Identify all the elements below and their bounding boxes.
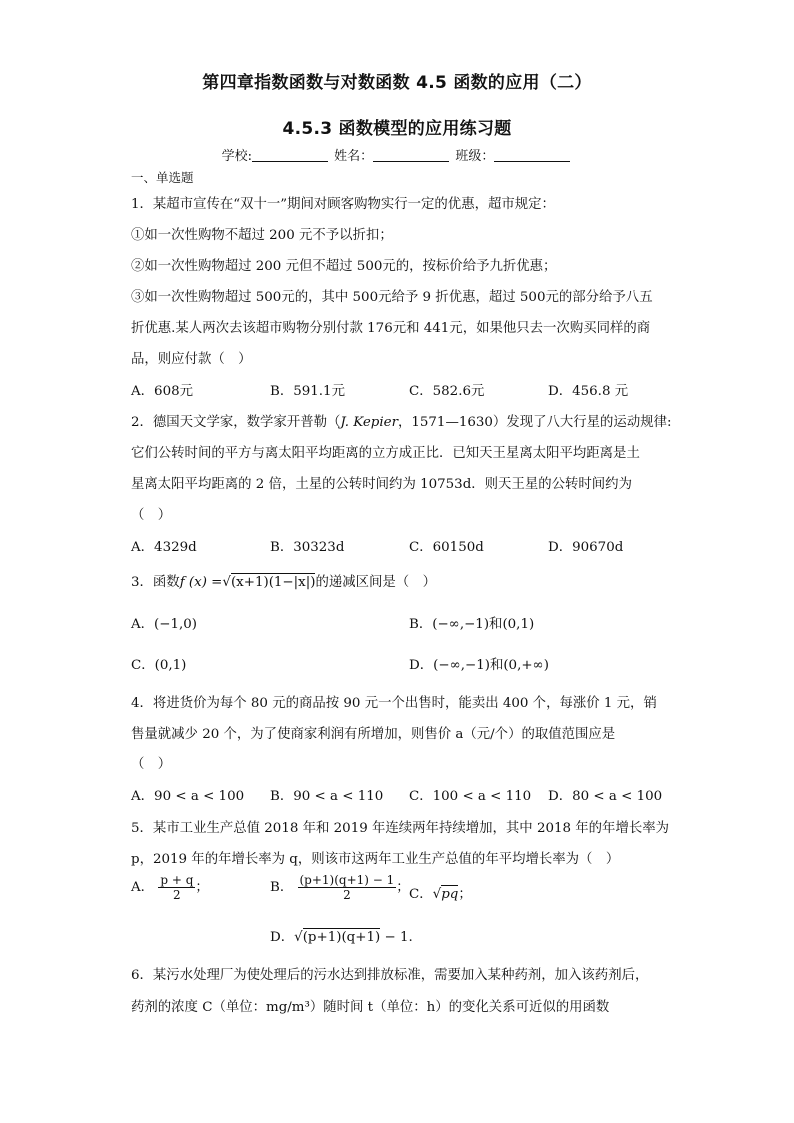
q6-line1: 6．某污水处理厂为使处理后的污水达到排放标准，需要加入某种药剂，加入该药剂后， — [131, 968, 649, 983]
q6-line2: 药剂的浓度 C（单位：mg/m³）随时间 t（单位：h）的变化关系可近似的用函数 — [131, 1000, 610, 1015]
class-blank[interactable] — [494, 149, 570, 162]
q2-line2: 它们公转时间的平方与离太阳平均距离的立方成正比．已知天王星离太阳平均距离是土 — [131, 446, 640, 461]
q1-line1: 1．某超市宣传在“双十一”期间对顾客购物实行一定的优惠，超市规定： — [131, 197, 555, 212]
q4-line3: （ ） — [131, 757, 172, 772]
q2-option-b[interactable]: B．30323d — [270, 540, 345, 555]
q2-kepler-name: J. Kepier — [340, 415, 398, 430]
q2-line1-tail: ，1571—1630）发现了八大行星的运动规律: — [397, 415, 672, 430]
q1-line4: ③如一次性购物超过 500元的，其中 500元给予 9 折优惠，超过 500元的部分给予八五 — [131, 290, 653, 305]
q1-option-c[interactable]: C．582.6元 — [409, 384, 485, 399]
q5-option-b[interactable]: B． $\frac{(p+1)(q+1) - 1}{2}$ ； — [270, 873, 410, 902]
q3-option-a[interactable]: A．(−1,0) — [131, 617, 198, 632]
class-label: 班级： — [455, 149, 495, 164]
page-title: 第四章指数函数与对数函数 4.5 函数的应用（二） — [202, 73, 592, 93]
q5-option-a-numerator: p + q — [160, 873, 194, 887]
q4-line2: 售量就减少 20 个，为了使商家利润有所增加，则售价 a（元/个）的取值范围应是 — [131, 727, 616, 742]
q5-line2: p，2019 年的年增长率为 q，则该市这两年工业生产总值的年平均增长率为（ ） — [131, 852, 620, 867]
q2-option-a[interactable]: A．4329d — [131, 540, 197, 555]
q4-option-c[interactable]: C．100 < a < 110 — [409, 789, 532, 804]
q5-option-d-label: D． — [270, 930, 295, 945]
q5-option-a[interactable]: A． $\frac{p + q}{2}$ ； — [131, 873, 209, 902]
q1-line5: 折优惠.某人两次去该超市购物分别付款 176元和 441元，如果他只去一次购买同样的商 — [131, 321, 651, 336]
school-blank[interactable] — [252, 149, 328, 162]
q4-option-a[interactable]: A．90 < a < 100 — [131, 789, 245, 804]
q5-option-b-fraction — [298, 873, 397, 902]
q5-option-b-numerator: (p+1)(q+1) − 1 — [299, 873, 395, 887]
q3-option-c[interactable]: C．(0,1) — [131, 658, 187, 673]
q1-line3: ②如一次性购物超过 200 元但不超过 500元的，按标价给予九折优惠； — [131, 259, 557, 274]
q3-stem-text: 3．函数 — [131, 575, 180, 590]
q5-option-b-label: B． — [270, 880, 294, 895]
q5-option-c-label: C． — [409, 887, 433, 902]
q3-stem-tail: 的递减区间是（ ） — [315, 575, 436, 590]
q3-function: f (x) = — [179, 575, 223, 590]
school-label: 学校: — [221, 149, 253, 164]
q3-option-b[interactable]: B．(−∞,−1)和(0,1) — [409, 617, 535, 632]
q5-option-d-tail: − 1. — [384, 930, 413, 945]
name-label: 姓名： — [334, 149, 374, 164]
q3-stem: 3．函数f (x) =√(x+1)(1−|x|)的递减区间是（ ） — [131, 575, 436, 590]
q5-option-d-radicand: (p+1)(q+1) — [302, 930, 381, 945]
q1-line2: ①如一次性购物不超过 200 元不予以折扣； — [131, 228, 393, 243]
q4-option-b[interactable]: B．90 < a < 110 — [270, 789, 384, 804]
q5-option-d[interactable]: D．√(p+1)(q+1) − 1. — [270, 930, 413, 945]
q5-line1: 5．某市工业生产总值 2018 年和 2019 年连续两年持续增加，其中 2018 年的年增长率为 — [131, 821, 670, 836]
q2-line1 — [131, 411, 672, 430]
q1-option-b[interactable]: B．591.1元 — [270, 384, 345, 399]
q2-line4: （ ） — [131, 508, 172, 523]
student-info-row — [0, 145, 794, 164]
section-heading: 一、单选题 — [131, 170, 194, 185]
q4-line1: 4．将进货价为每个 80 元的商品按 90 元一个出售时，能卖出 400 个，每涨价 1 元，销 — [131, 696, 657, 711]
q2-option-c[interactable]: C．60150d — [409, 540, 484, 555]
q2-line1-text: 2．德国天文学家，数学家开普勒（ — [131, 415, 341, 430]
q5-option-c-radicand: pq — [441, 887, 459, 902]
q5-option-b-denominator: 2 — [343, 888, 351, 902]
q3-radicand: (x+1)(1−|x|) — [230, 575, 316, 590]
q5-option-a-fraction — [158, 873, 195, 902]
q1-line6: 品，则应付款（ ） — [131, 352, 252, 367]
q2-option-d[interactable]: D．90670d — [548, 540, 624, 555]
q5-option-a-denominator: 2 — [173, 888, 181, 902]
page-subtitle: 4.5.3 函数模型的应用练习题 — [282, 119, 512, 139]
q5-option-c[interactable]: C．√pq； — [409, 887, 472, 902]
q1-option-d[interactable]: D．456.8 元 — [548, 384, 629, 399]
q3-option-d[interactable]: D．(−∞,−1)和(0,+∞) — [409, 658, 549, 673]
q4-option-d[interactable]: D．80 < a < 100 — [548, 789, 663, 804]
q5-option-a-label: A． — [131, 880, 155, 895]
q1-option-a[interactable]: A．608元 — [131, 384, 194, 399]
name-blank[interactable] — [373, 149, 449, 162]
q2-line3: 星离太阳平均距离的 2 倍，土星的公转时间约为 10753d．则天王星的公转时间约为 — [131, 477, 632, 492]
